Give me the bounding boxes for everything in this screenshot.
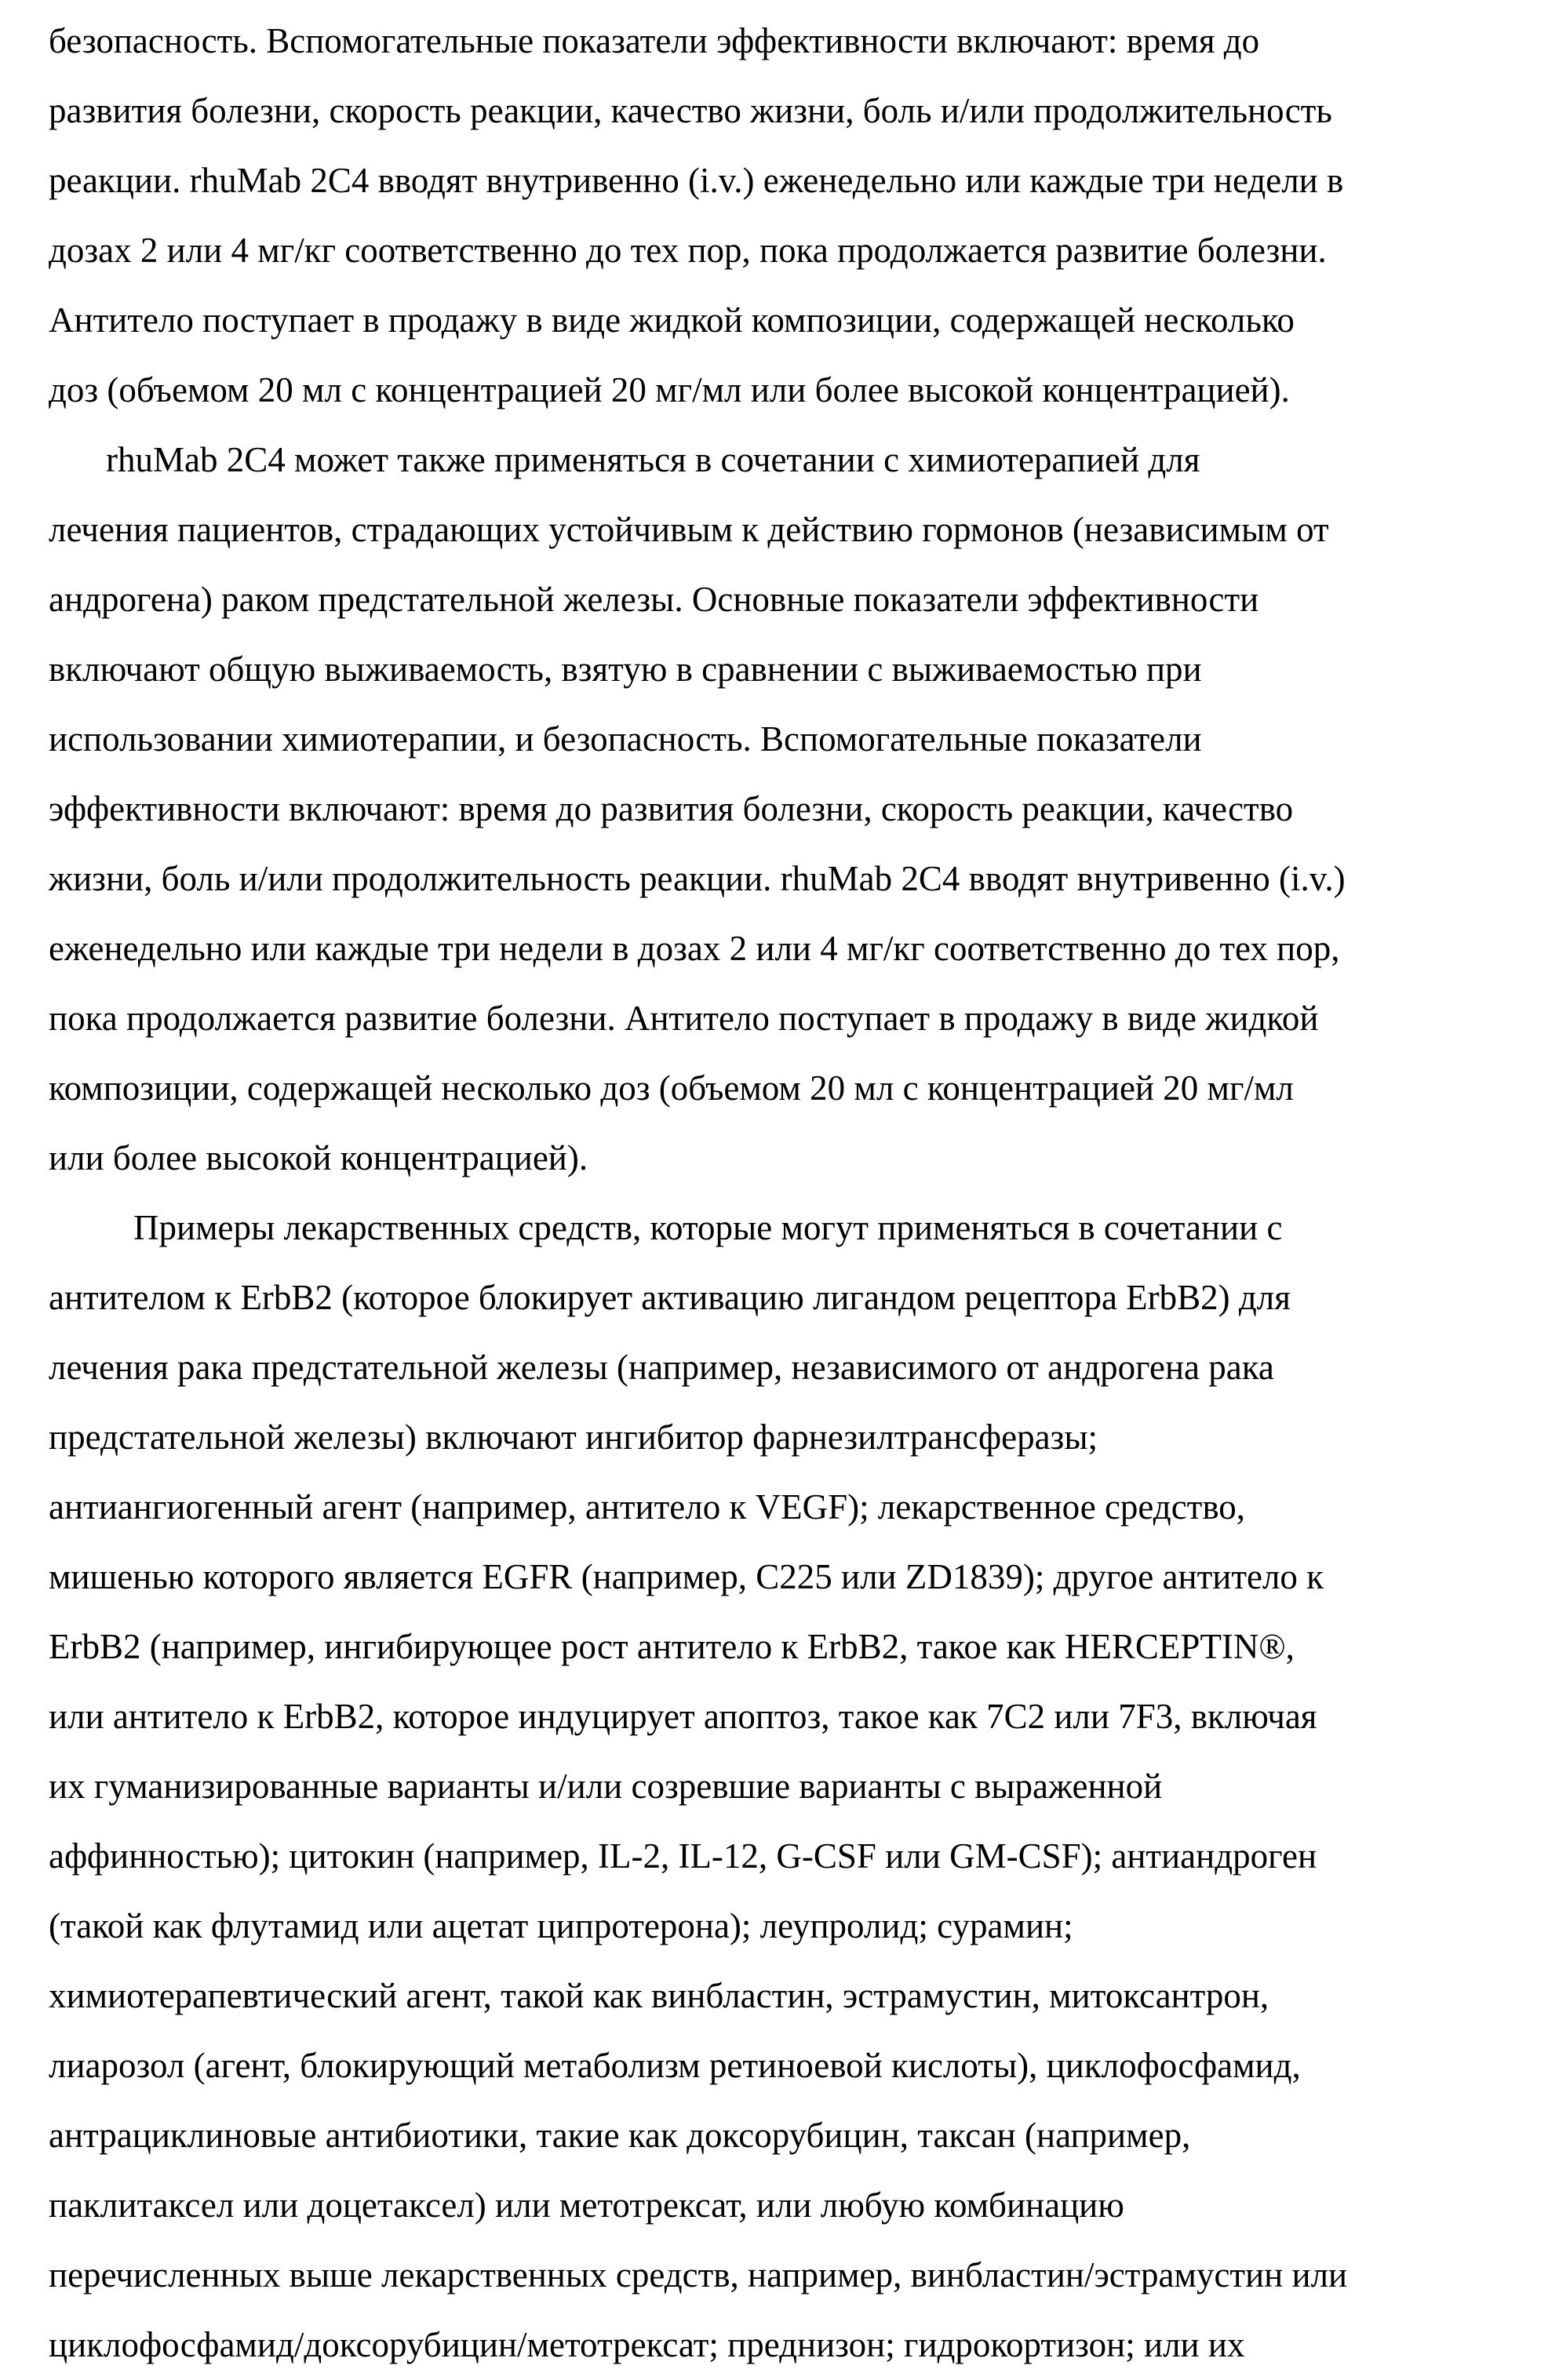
text-line: перечисленных выше лекарственных средств, например, винбластин/эстрамустин или [49,2240,1347,2310]
text-line: или более высокой концентрацией). [49,1123,588,1193]
text-line: безопасность. Вспомогательные показатели эффективности включают: время до [49,6,1259,76]
text-line: лиарозол (агент, блокирующий метаболизм ретиноевой кислоты), циклофосфамид, [49,2031,1301,2101]
text-line: андрогена) раком предстательной железы. Основные показатели эффективности [49,565,1258,635]
text-line: лечения рака предстательной железы (например, независимого от андрогена рака [49,1333,1274,1403]
text-line: антиангиогенный агент (например, антитело к VEGF); лекарственное средство, [49,1472,1245,1542]
text-line: развития болезни, скорость реакции, качество жизни, боль и/или продолжительность [49,76,1332,146]
text-line: использовании химиотерапии, и безопасность. Вспомогательные показатели [49,704,1202,774]
text-line: аффинностью); цитокин (например, IL-2, IL-12, G-CSF или GM-CSF); антиандроген [49,1821,1317,1891]
text-line: эффективности включают: время до развития болезни, скорость реакции, качество [49,774,1293,844]
text-line: паклитаксел или доцетаксел) или метотрексат, или любую комбинацию [49,2171,1124,2240]
text-line: их гуманизированные варианты и/или созревшие варианты с выраженной [49,1752,1162,1821]
text-line: Антитело поступает в продажу в виде жидкой композиции, содержащей несколько [49,286,1295,355]
text-line: Примеры лекарственных средств, которые могут применяться в сочетании с [133,1193,1282,1263]
text-line: химиотерапевтический агент, такой как винбластин, эстрамустин, митоксантрон, [49,1961,1269,2031]
text-line: циклофосфамид/доксорубицин/метотрексат; преднизон; гидрокортизон; или их [49,2310,1244,2380]
text-line: антрациклиновые антибиотики, такие как доксорубицин, таксан (например, [49,2101,1190,2171]
text-line: реакции. rhuMab 2C4 вводят внутривенно (i.v.) еженедельно или каждые три недели в [49,146,1343,216]
text-line: доз (объемом 20 мл с концентрацией 20 мг/мл или более высокой концентрацией). [49,355,1290,425]
text-line: включают общую выживаемость, взятую в сравнении с выживаемостью при [49,635,1202,704]
text-line: композиции, содержащей несколько доз (объемом 20 мл с концентрацией 20 мг/мл [49,1054,1294,1123]
text-line: дозах 2 или 4 мг/кг соответственно до тех пор, пока продолжается развитие болезни. [49,216,1327,286]
text-line: (такой как флутамид или ацетат ципротерона); леупролид; сурамин; [49,1891,1073,1961]
text-line: антителом к ErbB2 (которое блокирует активацию лигандом рецептора ErbB2) для [49,1263,1291,1333]
text-line: или антитело к ErbB2, которое индуцирует апоптоз, такое как 7C2 или 7F3, включая [49,1682,1317,1752]
text-line: мишенью которого является EGFR (например, C225 или ZD1839); другое антитело к [49,1542,1324,1612]
text-line: rhuMab 2C4 может также применяться в сочетании с химиотерапией для [106,425,1200,495]
text-line: еженедельно или каждые три недели в дозах 2 или 4 мг/кг соответственно до тех пор, [49,914,1340,984]
text-line: жизни, боль и/или продолжительность реакции. rhuMab 2C4 вводят внутривенно (i.v.) [49,844,1346,914]
text-line: лечения пациентов, страдающих устойчивым к действию гормонов (независимым от [49,495,1329,565]
text-line: предстательной железы) включают ингибитор фарнезилтрансферазы; [49,1403,1098,1472]
text-line: ErbB2 (например, ингибирующее рост антитело к ErbB2, такое как HERCEPTIN®, [49,1612,1295,1682]
text-line: пока продолжается развитие болезни. Антитело поступает в продажу в виде жидкой [49,984,1319,1054]
